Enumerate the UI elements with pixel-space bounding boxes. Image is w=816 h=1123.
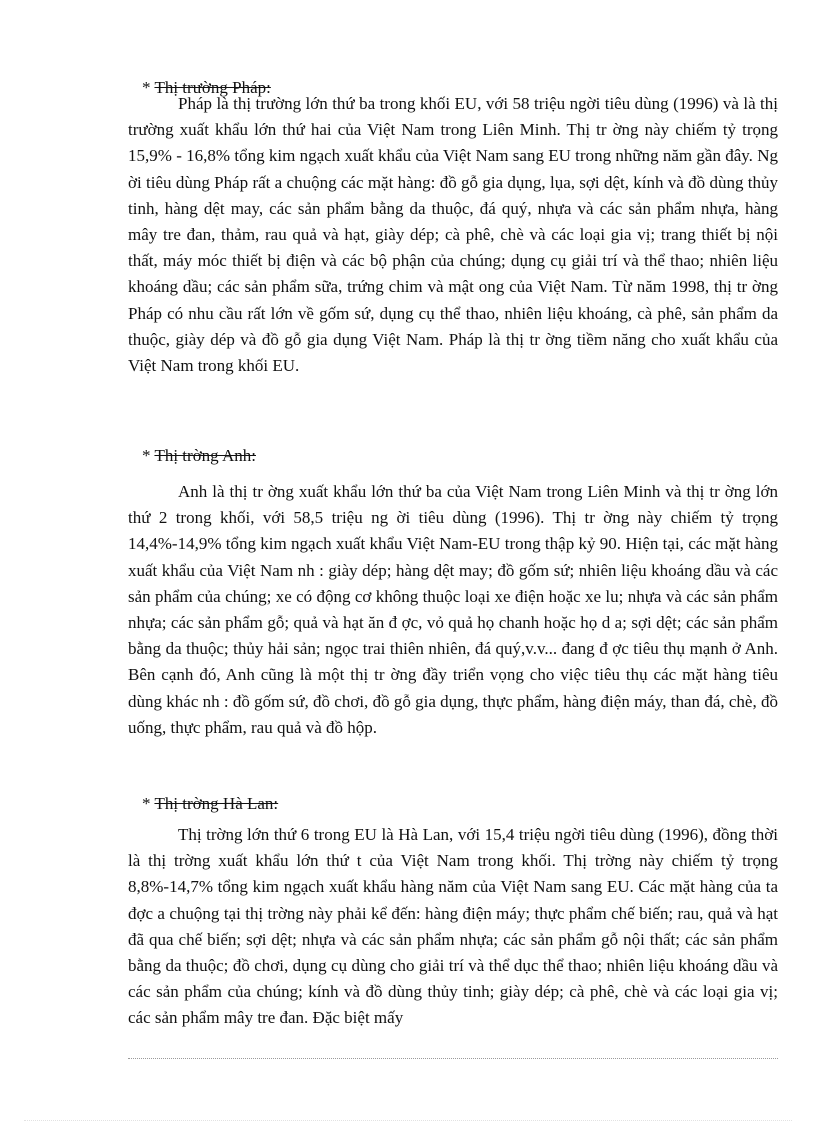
bullet-marker: * bbox=[142, 794, 151, 813]
section-paragraph-phap: Pháp là thị trường lớn thứ ba trong khối EU, với 58 triệu ngời tiêu dùng (1996) và là thị trường xuất khẩu lớn thứ hai của Việt Nam trong Liên Minh. Thị tr ờng này chiếm tỷ trọng 15,9% - 16,8% tổng kim ngạch xuất khẩu của Việt Nam sang EU trong những năm gần đây. Ng ời tiêu dùng Pháp rất a chuộng các mặt hàng: đồ gỗ gia dụng, lụa, sợi dệt, kính và đồ dùng thủy tinh, hàng dệt may, các sản phẩm bằng da thuộc, đá quý, nhựa và các sản phẩm nhựa, hàng mây tre đan, thảm, rau quả và hạt, giày dép; cà phê, chè và các loại gia vị; trang thiết bị nội thất, máy móc thiết bị điện và các bộ phận của chúng; dụng cụ giải trí và thể thao; nhiên liệu khoáng dầu; các sản phẩm sữa, trứng chim và mật ong của Việt Nam. Từ năm 1998, thị tr ờng Pháp có nhu cầu rất lớn về gốm sứ, dụng cụ thể thao, nhiên liệu khoáng, cà phê, sản phẩm da thuộc, giày dép và đồ gỗ gia dụng Việt Nam. Pháp là thị tr ờng tiềm năng cho xuất khẩu của Việt Nam trong khối EU. bbox=[128, 94, 778, 376]
section-paragraph-ha-lan: Thị trờng lớn thứ 6 trong EU là Hà Lan, với 15,4 triệu ngời tiêu dùng (1996), đồng thời là thị trờng xuất khẩu lớn thứ t của Việt Nam trong khối. Thị trờng này chiếm tỷ trọng 8,8%-14,7% tổng kim ngạch xuất khẩu hàng năm của Việt Nam sang EU. Các mặt hàng của ta đợc a chuộng tại thị trờng này phải kể đến: hàng điện máy; thực phẩm chế biến; rau, quả và hạt đã qua chế biến; sợi dệt; nhựa và các sản phẩm nhựa; các sản phẩm gỗ nội thất; các sản phẩm bằng da thuộc; đồ chơi, dụng cụ dùng cho giải trí và thể dục thể thao; nhiên liệu khoáng dầu và các sản phẩm của chúng; kính và đồ dùng thủy tinh; giày dép; cà phê, chè và các loại gia vị; các sản phẩm mây tre đan. Đặc biệt mấy bbox=[128, 825, 778, 1028]
bullet-marker: * bbox=[142, 78, 151, 97]
section-heading-anh bbox=[142, 446, 256, 466]
section-title: Thị trờng Hà Lan: bbox=[154, 794, 279, 813]
section-title: Thị trường Pháp: bbox=[154, 78, 271, 97]
section-heading-ha-lan bbox=[142, 794, 278, 814]
page-footer-rule bbox=[128, 1058, 778, 1059]
section-paragraph-anh: Anh là thị tr ờng xuất khẩu lớn thứ ba của Việt Nam trong Liên Minh và thị tr ờng lớn thứ 2 trong khối, với 58,5 triệu ng ời tiêu dùng (1996). Thị tr ờng này chiếm tỷ trọng 14,4%-14,9% tổng kim ngạch xuất khẩu Việt Nam-EU trong thập kỷ 90. Hiện tại, các mặt hàng xuất khẩu của Việt Nam nh : giày dép; hàng dệt may; đồ gốm sứ; nhiên liệu khoáng dầu và các sản phẩm của chúng; xe có động cơ không thuộc loại xe điện hoặc xe lu; nhựa và các sản phẩm nhựa; các sản phẩm gỗ; quả và hạt ăn đ ợc, vỏ quả họ chanh hoặc họ d a; sợi dệt; các sản phẩm bằng da thuộc; thủy hải sản; ngọc trai thiên nhiên, đá quý,v.v... đang đ ợc tiêu thụ mạnh ở Anh. Bên cạnh đó, Anh cũng là một thị tr ờng đầy triển vọng cho việc tiêu thụ các mặt hàng tiêu dùng khác nh : đồ gốm sứ, đồ chơi, đồ gỗ gia dụng, thực phẩm, hàng điện máy, than đá, chè, đồ uống, thực phẩm, rau quả và đồ hộp. bbox=[128, 482, 778, 737]
page-bottom-edge bbox=[24, 1120, 792, 1121]
section-title: Thị trờng Anh: bbox=[154, 446, 256, 465]
bullet-marker: * bbox=[142, 446, 151, 465]
